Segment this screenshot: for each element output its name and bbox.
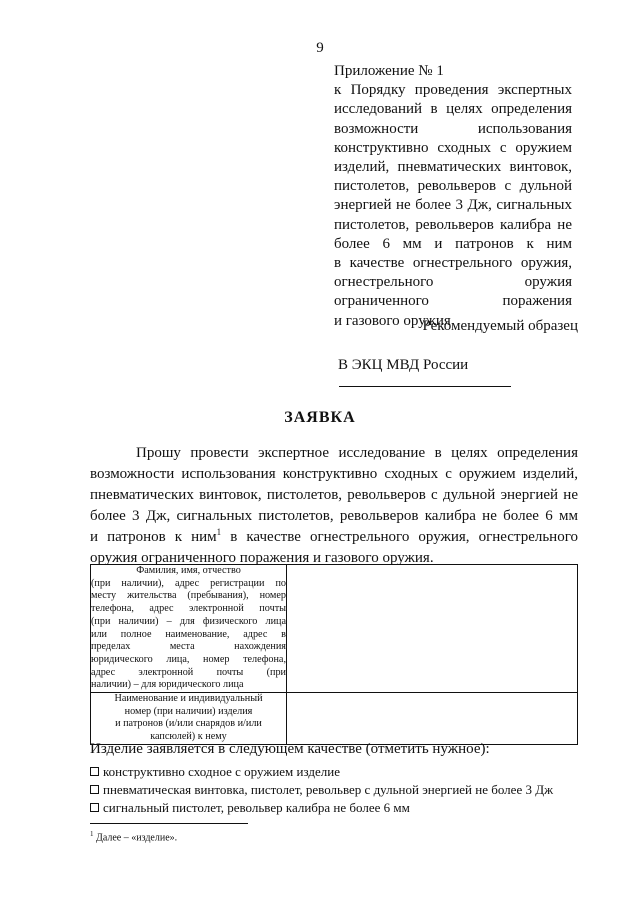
footnote-mark: 1 [90, 830, 94, 838]
label-line: капсюлей) к нему [150, 731, 227, 743]
footnote-text: Далее – «изделие». [93, 832, 178, 844]
appendix-title: Приложение № 1 [334, 63, 444, 79]
label-line: и патронов (и/или снарядов и/или [115, 718, 262, 730]
quality-options [90, 763, 553, 817]
request-text [90, 443, 578, 569]
product-value-field[interactable] [287, 693, 578, 745]
label-line: номер (при наличии) изделия [124, 705, 253, 717]
label-line: или полное наименование, адрес в [91, 628, 286, 640]
appendix-line: в качестве огнестрельного оружия, [334, 255, 572, 272]
request-line: Прошу провести экспертное исследование в целях определения [136, 445, 578, 461]
label-line: (при наличии) – для физического лица [91, 615, 286, 627]
applicant-value-field[interactable] [287, 565, 578, 693]
option-label: сигнальный пистолет, револьвер калибра не более 6 мм [103, 800, 410, 815]
request-text-part: и патронов к ним [90, 529, 217, 545]
product-row [91, 693, 578, 745]
page-number: 9 [316, 40, 324, 56]
addressee-signature-line [339, 386, 511, 387]
appendix-header [334, 62, 572, 331]
option-label: конструктивно сходное с оружием изделие [103, 764, 340, 779]
request-text-part: в качестве огнестрельного оружия, огнестрельного [221, 529, 578, 545]
label-line: (при наличии), адрес регистрации по [91, 577, 286, 589]
sample-label: Рекомендуемый образец [422, 318, 578, 334]
appendix-line: возможности использования [334, 120, 572, 137]
option-label: пневматическая винтовка, пистолет, револьвер с дульной энергией не более 3 Дж [103, 782, 554, 797]
quality-option [90, 781, 553, 799]
appendix-line: пистолетов, револьверов с дульной [334, 178, 572, 195]
option-checkbox[interactable] [90, 803, 99, 812]
footnote-reference: 1 [216, 527, 222, 537]
label-line: пределах места нахождения [91, 641, 286, 653]
quality-option [90, 799, 553, 817]
appendix-line: энергией не более 3 Дж, сигнальных [334, 197, 572, 214]
appendix-line: и газового оружия [334, 312, 451, 329]
appendix-line: конструктивно сходных с оружием [334, 139, 572, 156]
request-line: пневматических винтовок, пистолетов, револьверов с дульной энергией не [90, 487, 578, 503]
applicant-info-table [90, 564, 578, 745]
quality-option [90, 763, 553, 781]
appendix-line: изделий, пневматических винтовок, [334, 159, 572, 176]
appendix-line: к Порядку проведения экспертных [334, 82, 572, 99]
appendix-line: ограниченного поражения [334, 293, 572, 310]
request-line: оружия ограниченного поражения и газового оружия. [90, 550, 434, 566]
appendix-line: более 6 мм и патронов к ним [334, 235, 572, 252]
quality-heading: Изделие заявляется в следующем качестве (отметить нужное): [90, 741, 490, 757]
product-label [91, 693, 287, 745]
label-line: юридического лица, номер телефона, [91, 653, 286, 665]
option-checkbox[interactable] [90, 785, 99, 794]
label-line: телефона, адрес электронной почты [91, 603, 286, 615]
option-checkbox[interactable] [90, 767, 99, 776]
appendix-line: исследований в целях определения [334, 101, 572, 118]
label-line: месту жительства (пребывания), номер [91, 590, 286, 602]
label-line: наличии) – для юридического лица [91, 679, 244, 691]
appendix-line: пистолетов, револьверов калибра не [334, 216, 572, 233]
label-line: Наименование и индивидуальный [114, 693, 263, 705]
request-line [90, 527, 578, 548]
applicant-row [91, 565, 578, 693]
document-title: ЗАЯВКА [284, 409, 356, 426]
request-line: более 3 Дж, сигнальных пистолетов, револьверов калибра не более 6 мм [90, 508, 578, 524]
footnote [90, 830, 177, 843]
addressee: В ЭКЦ МВД России [338, 357, 469, 373]
footnote-separator [90, 823, 248, 824]
request-line: возможности использования конструктивно сходных с оружием изделий, [90, 466, 578, 482]
applicant-label [91, 565, 287, 693]
label-line: Фамилия, имя, отчество [136, 565, 241, 576]
appendix-line: огнестрельного оружия [334, 274, 572, 291]
label-line: адрес электронной почты (при [91, 666, 286, 678]
